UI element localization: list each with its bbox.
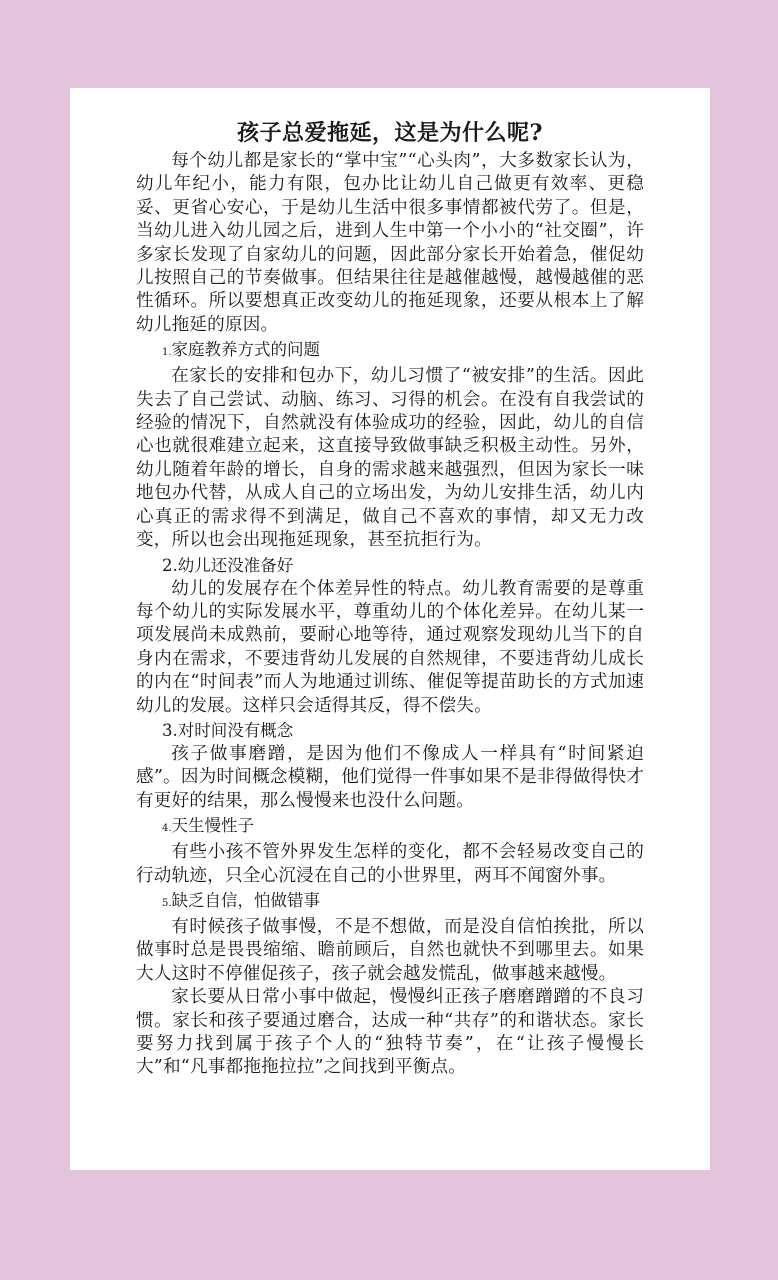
section-5-title: 缺乏自信，怕做错事 — [171, 890, 321, 910]
section-3-number: 3. — [162, 720, 178, 740]
section-3-heading — [136, 720, 644, 742]
section-1-body: 在家长的安排和包办下，幼儿习惯了“被安排”的生活。因此失去了自己尝试、动脑、练习、习得的机会。在没有自我尝试的经验的情况下，自然就没有体验成功的经验，因此，幼儿的自信心也就很难建立起来，这直接导致做事缺乏积极主动性。另外，幼儿随着年龄的增长，自身的需求越来越强烈，但因为家长一味地包办代替，从成人自己的立场出发，为幼儿安排生活，幼儿内心真正的需求得不到满足，做自己不喜欢的事情，却又无力改变，所以也会出现拖延现象，甚至抗拒行为。 — [136, 366, 644, 551]
section-3-title: 对时间没有概念 — [177, 720, 294, 740]
conclusion-paragraph: 家长要从日常小事中做起，慢慢纠正孩子磨磨蹭蹭的不良习惯。家长和孩子要通过磨合，达成一种“共存”的和谐状态。家长要努力找到属于孩子个人的“独特节奏”，在“让孩子慢慢长大”和“凡事都拖拖拉拉”之间找到平衡点。 — [136, 987, 644, 1078]
section-4-heading — [136, 815, 644, 840]
section-5-heading — [136, 890, 644, 915]
intro-paragraph: 每个幼儿都是家长的“掌中宝”“心头肉”，大多数家长认为，幼儿年纪小，能力有限，包办比让幼儿自己做更有效率、更稳妥、更省心安心，于是幼儿生活中很多事情都被代劳了。但是，当幼儿进入幼儿园之后，进到人生中第一个小小的“社交圈”，许多家长发现了自家幼儿的问题，因此部分家长开始着急，催促幼儿按照自己的节奏做事。但结果往往是越催越慢，越慢越催的恶性循环。所以要想真正改变幼儿的拖延现象，还要从根本上了解幼儿拖延的原因。 — [136, 151, 644, 335]
section-4-number: 4. — [162, 823, 172, 835]
section-1-number: 1. — [162, 347, 172, 359]
section-2-heading — [136, 555, 644, 577]
document-title: 孩子总爱拖延，这是为什么呢? — [237, 120, 543, 146]
section-4-body: 有些小孩不管外界发生怎样的变化，都不会轻易改变自己的行动轨迹，只全心沉浸在自己的小世界里，两耳不闻窗外事。 — [136, 842, 644, 886]
section-2-body: 幼儿的发展存在个体差异性的特点。幼儿教育需要的是尊重每个幼儿的实际发展水平，尊重幼儿的个体化差异。在幼儿某一项发展尚未成熟前，要耐心地等待，通过观察发现幼儿当下的自身内在需求，不要违背幼儿发展的自然规律，不要违背幼儿成长的内在“时间表”而人为地通过训练、催促等提苗助长的方式加速幼儿的发展。这样只会适得其反，得不偿失。 — [136, 578, 644, 716]
section-1-title: 家庭教养方式的问题 — [171, 340, 321, 360]
section-4-title: 天生慢性子 — [171, 816, 255, 836]
section-1-heading — [136, 339, 644, 364]
document-page — [70, 88, 710, 1170]
section-2-number: 2. — [162, 555, 178, 575]
section-3-body: 孩子做事磨蹭，是因为他们不像成人一样具有“时间紧迫感”。因为时间概念模糊，他们觉得一件事如果不是非得做得快才有更好的结果，那么慢慢来也没什么问题。 — [136, 743, 644, 811]
section-5-body: 有时候孩子做事慢，不是不想做，而是没自信怕挨批，所以做事时总是畏畏缩缩、瞻前顾后，自然也就快不到哪里去。如果大人这时不停催促孩子，孩子就会越发慌乱，做事越来越慢。 — [136, 916, 644, 984]
section-2-title: 幼儿还没准备好 — [177, 555, 294, 575]
section-5-number: 5. — [162, 897, 172, 909]
